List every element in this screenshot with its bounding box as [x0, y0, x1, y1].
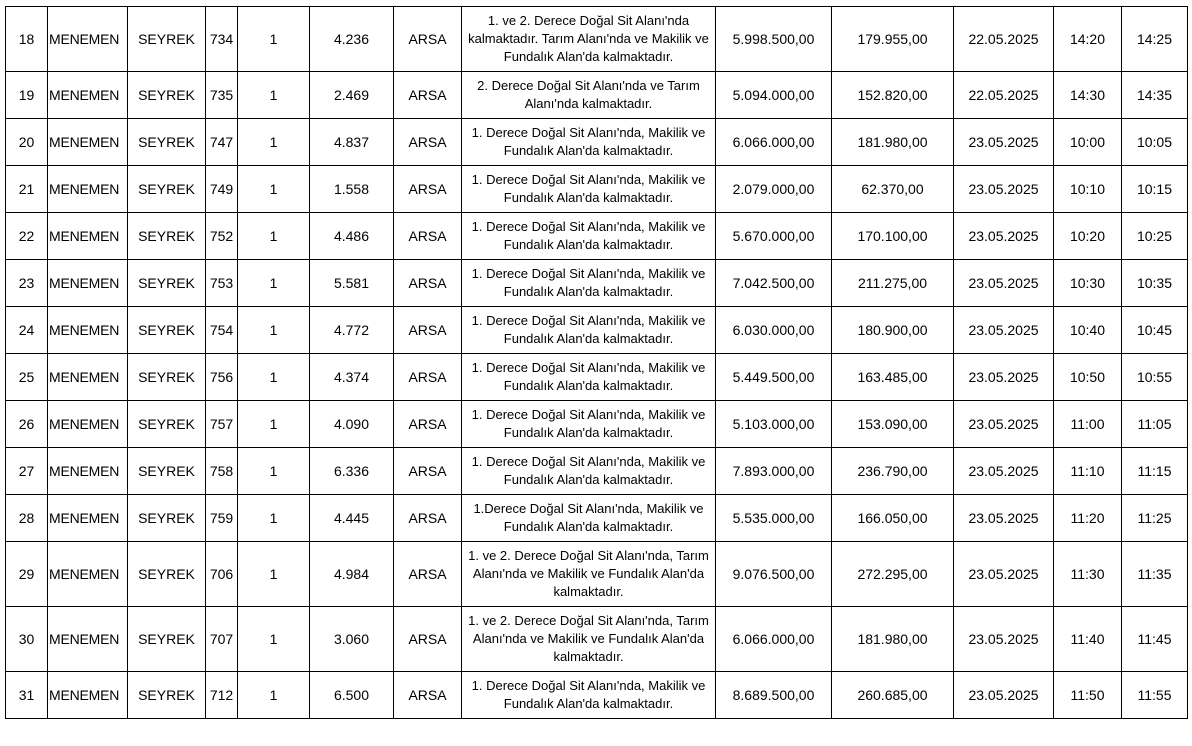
neighborhood-cell: SEYREK: [128, 401, 206, 448]
end-time-cell: 10:55: [1122, 354, 1188, 401]
auction-date-cell: 23.05.2025: [954, 260, 1054, 307]
deposit-cell: 163.485,00: [832, 354, 954, 401]
type-cell: ARSA: [394, 495, 462, 542]
start-time-cell: 11:40: [1054, 607, 1122, 672]
row-number: 24: [6, 307, 48, 354]
deposit-cell: 62.370,00: [832, 166, 954, 213]
block-cell: 747: [206, 119, 238, 166]
end-time-cell: 11:15: [1122, 448, 1188, 495]
type-cell: ARSA: [394, 307, 462, 354]
estimated-price-cell: 5.094.000,00: [716, 72, 832, 119]
row-number: 19: [6, 72, 48, 119]
type-cell: ARSA: [394, 542, 462, 607]
end-time-cell: 14:25: [1122, 7, 1188, 72]
auction-date-cell: 23.05.2025: [954, 307, 1054, 354]
end-time-cell: 10:45: [1122, 307, 1188, 354]
deposit-cell: 236.790,00: [832, 448, 954, 495]
type-cell: ARSA: [394, 260, 462, 307]
area-cell: 4.374: [310, 354, 394, 401]
start-time-cell: 11:10: [1054, 448, 1122, 495]
parcel-cell: 1: [238, 307, 310, 354]
neighborhood-cell: SEYREK: [128, 213, 206, 260]
deposit-cell: 166.050,00: [832, 495, 954, 542]
auction-date-cell: 23.05.2025: [954, 448, 1054, 495]
area-cell: 3.060: [310, 607, 394, 672]
neighborhood-cell: SEYREK: [128, 119, 206, 166]
type-cell: ARSA: [394, 119, 462, 166]
table-row: [6, 542, 1188, 607]
type-cell: ARSA: [394, 448, 462, 495]
type-cell: ARSA: [394, 401, 462, 448]
district-cell: MENEMEN: [48, 495, 128, 542]
auction-table: [5, 6, 1188, 719]
block-cell: 756: [206, 354, 238, 401]
block-cell: 712: [206, 672, 238, 719]
block-cell: 707: [206, 607, 238, 672]
area-cell: 5.581: [310, 260, 394, 307]
start-time-cell: 10:10: [1054, 166, 1122, 213]
estimated-price-cell: 6.066.000,00: [716, 119, 832, 166]
neighborhood-cell: SEYREK: [128, 7, 206, 72]
neighborhood-cell: SEYREK: [128, 166, 206, 213]
row-number: 29: [6, 542, 48, 607]
block-cell: 734: [206, 7, 238, 72]
deposit-cell: 260.685,00: [832, 672, 954, 719]
parcel-cell: 1: [238, 260, 310, 307]
type-cell: ARSA: [394, 166, 462, 213]
district-cell: MENEMEN: [48, 72, 128, 119]
auction-date-cell: 23.05.2025: [954, 354, 1054, 401]
table-row: [6, 401, 1188, 448]
neighborhood-cell: SEYREK: [128, 495, 206, 542]
area-cell: 4.772: [310, 307, 394, 354]
table-row: [6, 448, 1188, 495]
parcel-cell: 1: [238, 213, 310, 260]
auction-date-cell: 23.05.2025: [954, 607, 1054, 672]
row-number: 22: [6, 213, 48, 260]
table-row: [6, 72, 1188, 119]
parcel-cell: 1: [238, 401, 310, 448]
end-time-cell: 11:35: [1122, 542, 1188, 607]
area-cell: 4.837: [310, 119, 394, 166]
description-cell: 1. ve 2. Derece Doğal Sit Alanı'nda, Tarım Alanı'nda ve Makilik ve Fundalık Alan'da kalmaktadır.: [462, 607, 716, 672]
end-time-cell: 11:25: [1122, 495, 1188, 542]
end-time-cell: 10:05: [1122, 119, 1188, 166]
estimated-price-cell: 6.066.000,00: [716, 607, 832, 672]
parcel-cell: 1: [238, 672, 310, 719]
description-cell: 1. ve 2. Derece Doğal Sit Alanı'nda kalmaktadır. Tarım Alanı'nda ve Makilik ve Fundalık Alan'da kalmaktadır.: [462, 7, 716, 72]
deposit-cell: 180.900,00: [832, 307, 954, 354]
parcel-cell: 1: [238, 7, 310, 72]
description-cell: 1. Derece Doğal Sit Alanı'nda, Makilik ve Fundalık Alan'da kalmaktadır.: [462, 213, 716, 260]
table-row: [6, 166, 1188, 213]
area-cell: 4.486: [310, 213, 394, 260]
row-number: 25: [6, 354, 48, 401]
table-row: [6, 354, 1188, 401]
deposit-cell: 272.295,00: [832, 542, 954, 607]
neighborhood-cell: SEYREK: [128, 72, 206, 119]
parcel-cell: 1: [238, 448, 310, 495]
description-cell: 1. Derece Doğal Sit Alanı'nda, Makilik ve Fundalık Alan'da kalmaktadır.: [462, 672, 716, 719]
table-row: [6, 260, 1188, 307]
start-time-cell: 10:20: [1054, 213, 1122, 260]
neighborhood-cell: SEYREK: [128, 307, 206, 354]
description-cell: 1.Derece Doğal Sit Alanı'nda, Makilik ve Fundalık Alan'da kalmaktadır.: [462, 495, 716, 542]
description-cell: 1. Derece Doğal Sit Alanı'nda, Makilik ve Fundalık Alan'da kalmaktadır.: [462, 307, 716, 354]
neighborhood-cell: SEYREK: [128, 354, 206, 401]
start-time-cell: 11:50: [1054, 672, 1122, 719]
start-time-cell: 14:20: [1054, 7, 1122, 72]
auction-date-cell: 22.05.2025: [954, 7, 1054, 72]
type-cell: ARSA: [394, 213, 462, 260]
block-cell: 735: [206, 72, 238, 119]
district-cell: MENEMEN: [48, 166, 128, 213]
area-cell: 4.236: [310, 7, 394, 72]
block-cell: 753: [206, 260, 238, 307]
block-cell: 754: [206, 307, 238, 354]
row-number: 31: [6, 672, 48, 719]
row-number: 26: [6, 401, 48, 448]
district-cell: MENEMEN: [48, 401, 128, 448]
estimated-price-cell: 5.103.000,00: [716, 401, 832, 448]
district-cell: MENEMEN: [48, 119, 128, 166]
estimated-price-cell: 6.030.000,00: [716, 307, 832, 354]
deposit-cell: 152.820,00: [832, 72, 954, 119]
block-cell: 759: [206, 495, 238, 542]
start-time-cell: 10:50: [1054, 354, 1122, 401]
deposit-cell: 181.980,00: [832, 119, 954, 166]
auction-date-cell: 23.05.2025: [954, 495, 1054, 542]
auction-date-cell: 23.05.2025: [954, 401, 1054, 448]
start-time-cell: 14:30: [1054, 72, 1122, 119]
district-cell: MENEMEN: [48, 354, 128, 401]
row-number: 28: [6, 495, 48, 542]
district-cell: MENEMEN: [48, 542, 128, 607]
description-cell: 1. Derece Doğal Sit Alanı'nda, Makilik ve Fundalık Alan'da kalmaktadır.: [462, 354, 716, 401]
estimated-price-cell: 5.670.000,00: [716, 213, 832, 260]
neighborhood-cell: SEYREK: [128, 448, 206, 495]
estimated-price-cell: 2.079.000,00: [716, 166, 832, 213]
start-time-cell: 11:30: [1054, 542, 1122, 607]
parcel-cell: 1: [238, 607, 310, 672]
start-time-cell: 10:30: [1054, 260, 1122, 307]
table-body: [6, 7, 1188, 719]
end-time-cell: 11:05: [1122, 401, 1188, 448]
area-cell: 4.090: [310, 401, 394, 448]
type-cell: ARSA: [394, 607, 462, 672]
description-cell: 1. Derece Doğal Sit Alanı'nda, Makilik ve Fundalık Alan'da kalmaktadır.: [462, 260, 716, 307]
type-cell: ARSA: [394, 7, 462, 72]
table-row: [6, 495, 1188, 542]
estimated-price-cell: 7.893.000,00: [716, 448, 832, 495]
start-time-cell: 10:40: [1054, 307, 1122, 354]
row-number: 20: [6, 119, 48, 166]
block-cell: 752: [206, 213, 238, 260]
neighborhood-cell: SEYREK: [128, 672, 206, 719]
table-row: [6, 607, 1188, 672]
end-time-cell: 14:35: [1122, 72, 1188, 119]
table-row: [6, 672, 1188, 719]
end-time-cell: 11:55: [1122, 672, 1188, 719]
type-cell: ARSA: [394, 672, 462, 719]
block-cell: 757: [206, 401, 238, 448]
parcel-cell: 1: [238, 354, 310, 401]
row-number: 23: [6, 260, 48, 307]
description-cell: 1. ve 2. Derece Doğal Sit Alanı'nda, Tarım Alanı'nda ve Makilik ve Fundalık Alan'da kalmaktadır.: [462, 542, 716, 607]
block-cell: 758: [206, 448, 238, 495]
parcel-cell: 1: [238, 166, 310, 213]
district-cell: MENEMEN: [48, 672, 128, 719]
start-time-cell: 11:20: [1054, 495, 1122, 542]
parcel-cell: 1: [238, 119, 310, 166]
district-cell: MENEMEN: [48, 307, 128, 354]
district-cell: MENEMEN: [48, 7, 128, 72]
auction-date-cell: 23.05.2025: [954, 542, 1054, 607]
parcel-cell: 1: [238, 72, 310, 119]
description-cell: 1. Derece Doğal Sit Alanı'nda, Makilik ve Fundalık Alan'da kalmaktadır.: [462, 401, 716, 448]
block-cell: 706: [206, 542, 238, 607]
deposit-cell: 170.100,00: [832, 213, 954, 260]
auction-date-cell: 23.05.2025: [954, 213, 1054, 260]
deposit-cell: 211.275,00: [832, 260, 954, 307]
parcel-cell: 1: [238, 542, 310, 607]
end-time-cell: 11:45: [1122, 607, 1188, 672]
neighborhood-cell: SEYREK: [128, 542, 206, 607]
document-page: [5, 6, 1188, 719]
deposit-cell: 181.980,00: [832, 607, 954, 672]
type-cell: ARSA: [394, 72, 462, 119]
parcel-cell: 1: [238, 495, 310, 542]
estimated-price-cell: 9.076.500,00: [716, 542, 832, 607]
neighborhood-cell: SEYREK: [128, 260, 206, 307]
row-number: 30: [6, 607, 48, 672]
area-cell: 6.500: [310, 672, 394, 719]
description-cell: 2. Derece Doğal Sit Alanı'nda ve Tarım Alanı'nda kalmaktadır.: [462, 72, 716, 119]
start-time-cell: 11:00: [1054, 401, 1122, 448]
deposit-cell: 179.955,00: [832, 7, 954, 72]
end-time-cell: 10:35: [1122, 260, 1188, 307]
area-cell: 4.984: [310, 542, 394, 607]
auction-date-cell: 23.05.2025: [954, 166, 1054, 213]
type-cell: ARSA: [394, 354, 462, 401]
area-cell: 2.469: [310, 72, 394, 119]
deposit-cell: 153.090,00: [832, 401, 954, 448]
end-time-cell: 10:15: [1122, 166, 1188, 213]
end-time-cell: 10:25: [1122, 213, 1188, 260]
estimated-price-cell: 5.449.500,00: [716, 354, 832, 401]
auction-date-cell: 22.05.2025: [954, 72, 1054, 119]
table-row: [6, 307, 1188, 354]
district-cell: MENEMEN: [48, 260, 128, 307]
description-cell: 1. Derece Doğal Sit Alanı'nda, Makilik ve Fundalık Alan'da kalmaktadır.: [462, 166, 716, 213]
auction-date-cell: 23.05.2025: [954, 672, 1054, 719]
description-cell: 1. Derece Doğal Sit Alanı'nda, Makilik ve Fundalık Alan'da kalmaktadır.: [462, 119, 716, 166]
estimated-price-cell: 7.042.500,00: [716, 260, 832, 307]
area-cell: 4.445: [310, 495, 394, 542]
auction-date-cell: 23.05.2025: [954, 119, 1054, 166]
table-row: [6, 119, 1188, 166]
estimated-price-cell: 5.535.000,00: [716, 495, 832, 542]
neighborhood-cell: SEYREK: [128, 607, 206, 672]
row-number: 18: [6, 7, 48, 72]
row-number: 27: [6, 448, 48, 495]
area-cell: 6.336: [310, 448, 394, 495]
row-number: 21: [6, 166, 48, 213]
description-cell: 1. Derece Doğal Sit Alanı'nda, Makilik ve Fundalık Alan'da kalmaktadır.: [462, 448, 716, 495]
district-cell: MENEMEN: [48, 448, 128, 495]
table-row: [6, 213, 1188, 260]
estimated-price-cell: 5.998.500,00: [716, 7, 832, 72]
district-cell: MENEMEN: [48, 607, 128, 672]
block-cell: 749: [206, 166, 238, 213]
area-cell: 1.558: [310, 166, 394, 213]
start-time-cell: 10:00: [1054, 119, 1122, 166]
estimated-price-cell: 8.689.500,00: [716, 672, 832, 719]
table-row: [6, 7, 1188, 72]
district-cell: MENEMEN: [48, 213, 128, 260]
